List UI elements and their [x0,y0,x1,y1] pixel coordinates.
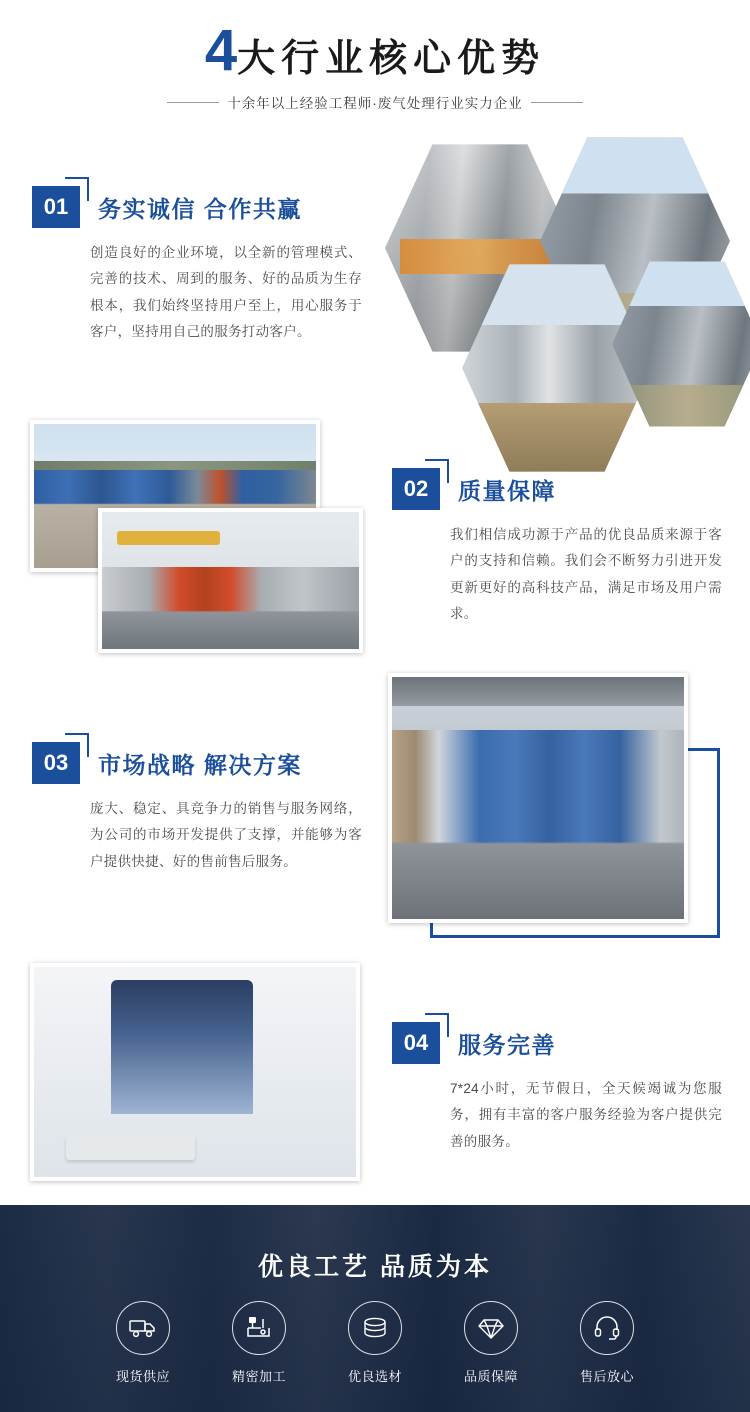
footer-item-label: 优良选材 [347,1369,402,1384]
section-02-badge-wrap [392,468,440,510]
layers-icon [348,1301,402,1355]
section-03-title: 市场战略 解决方案 [98,751,302,778]
footer-item-materials[interactable] [335,1301,415,1385]
section-03-badge-wrap [32,742,80,784]
section-04-heading [392,1022,722,1064]
footer-item-label: 品质保障 [463,1369,518,1384]
photo-workshop-hall [388,673,688,923]
section-01-heading [32,186,362,228]
page-header [0,0,750,112]
footer-item-label: 现货供应 [115,1369,170,1384]
photo-content [34,967,356,1177]
section-03-number: 03 [32,742,80,784]
footer-item-machining[interactable] [219,1301,299,1385]
section-04-number: 04 [392,1022,440,1064]
section-01 [32,186,362,345]
diamond-icon [464,1301,518,1355]
subtitle-text: 十余年以上经验工程师·废气处理行业实力企业 [227,96,523,111]
header-subtitle [167,92,583,112]
subtitle-line-left [167,102,219,103]
header-number: 4 [204,18,238,83]
section-03-heading [32,742,362,784]
truck-icon [116,1301,170,1355]
section-01-title: 务实诚信 合作共赢 [98,195,302,222]
footer-item-supply[interactable] [103,1301,183,1385]
photo-customer-service [30,963,360,1181]
section-04-text: 7*24小时，无节假日，全天候竭诚为您服务，拥有丰富的客户服务经验为客户提供完善的服务。 [450,1081,722,1149]
photo-factory-equipment [98,508,363,653]
section-02-text: 我们相信成功源于产品的优良品质来源于客户的支持和信赖。我们会不断努力引进开发更新更好的高科技产品，满足市场及用户需求。 [450,527,722,621]
subtitle-line-right [531,102,583,103]
section-04-badge-wrap [392,1022,440,1064]
section-01-text: 创造良好的企业环境，以全新的管理模式、完善的技术、周到的服务、好的品质为生存根本，我们始终坚持用户至上，用心服务于客户，坚持用自己的服务打动客户。 [90,245,362,339]
footer-item-label: 精密加工 [231,1369,286,1384]
headset-icon [580,1301,634,1355]
header-title-text: 大行业核心优势 [237,38,546,80]
section-03-text: 庞大、稳定、具竞争力的销售与服务网络，为公司的市场开发提供了支撑，并能够为客户提供快捷、好的售前售后服务。 [90,801,362,869]
section-02-heading [392,468,722,510]
section-02-number: 02 [392,468,440,510]
footer-item-label: 售后放心 [579,1369,634,1384]
footer-item-quality[interactable] [451,1301,531,1385]
footer-title: 优良工艺 品质为本 [258,1253,492,1281]
section-03 [32,742,362,875]
footer-item-aftersales[interactable] [567,1301,647,1385]
page-title [204,18,546,83]
section-01-badge-wrap [32,186,80,228]
section-02 [392,468,722,627]
section-01-number: 01 [32,186,80,228]
machine-icon [232,1301,286,1355]
section-04 [392,1022,722,1155]
footer-banner [0,1205,750,1412]
footer-feature-list [0,1301,750,1385]
photo-content [102,512,359,649]
section-04-title: 服务完善 [458,1031,556,1058]
section-02-title: 质量保障 [458,477,556,504]
photo-content [392,677,684,919]
